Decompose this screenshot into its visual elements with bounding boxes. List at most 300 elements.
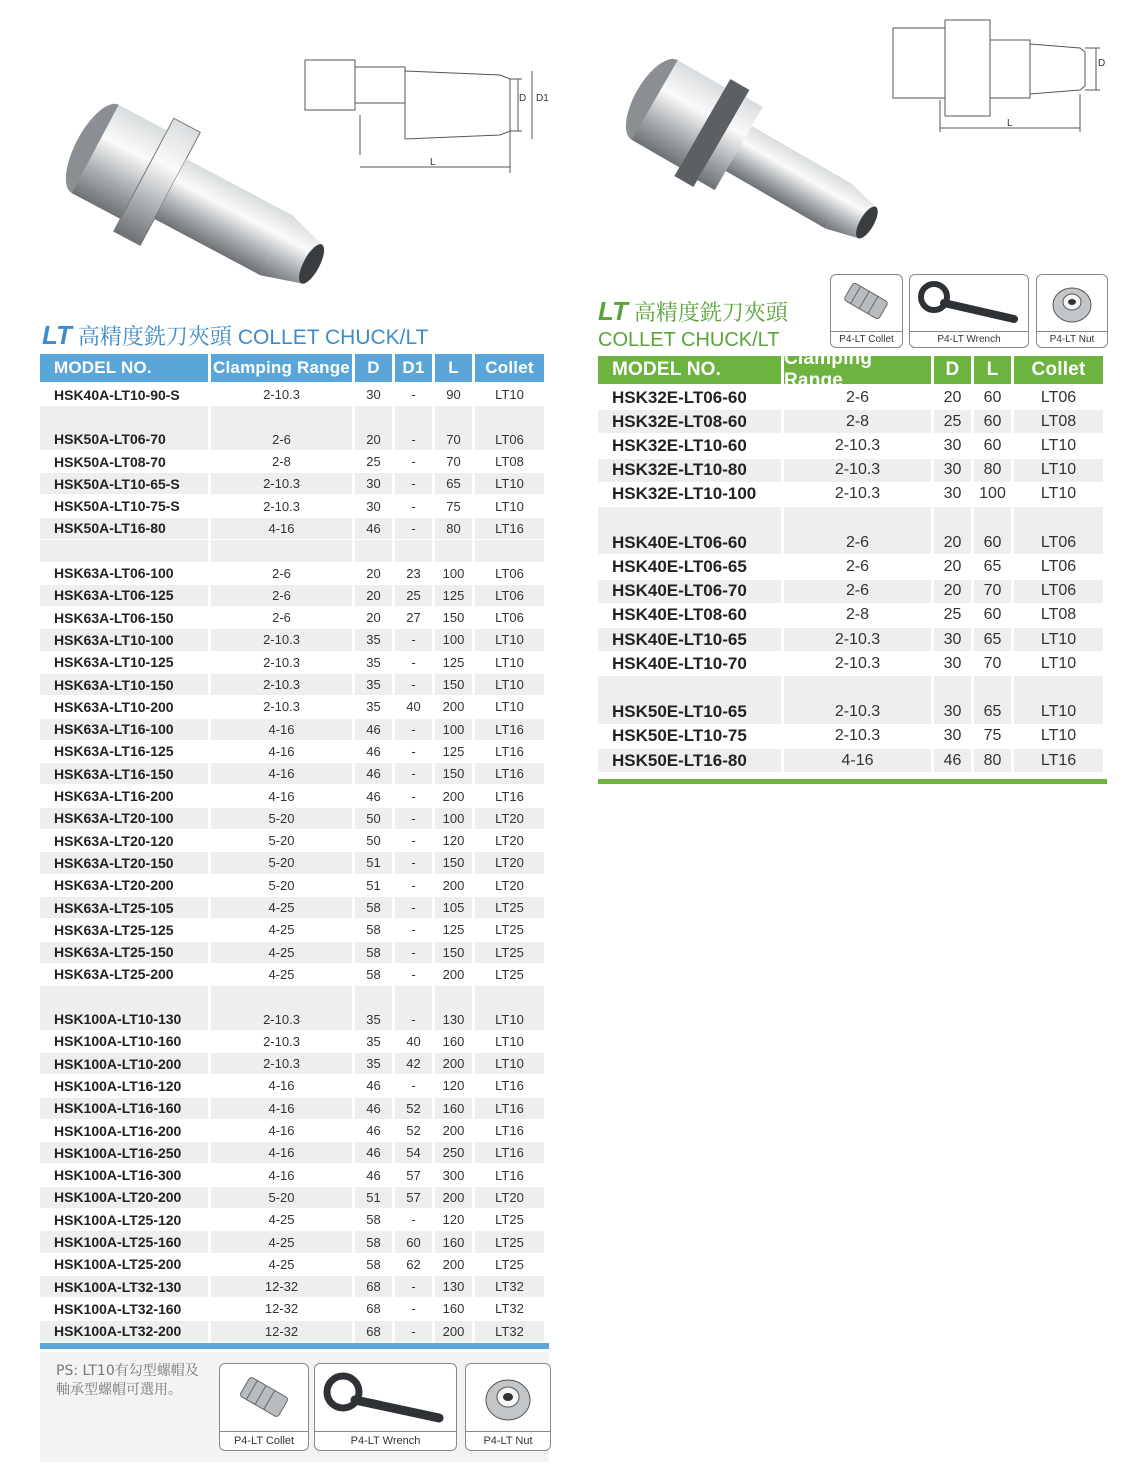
table-row [598, 604, 1103, 628]
table-cell: - [411, 877, 416, 893]
table-cell: 125 [435, 585, 472, 606]
table-cell: 58 [355, 1231, 392, 1252]
table-cell: 5-20 [211, 1187, 352, 1208]
table-row [40, 1276, 544, 1298]
table-cell: - [411, 1212, 416, 1228]
table-cell: - [395, 1321, 432, 1342]
table-cell: LT10 [475, 674, 544, 695]
title-english: COLLET CHUCK/LT [237, 326, 429, 349]
spacer-cell [598, 676, 781, 700]
table-cell: 46 [355, 1098, 392, 1119]
table-cell: 20 [366, 610, 381, 626]
table-cell: - [395, 1276, 432, 1297]
model-number-cell: HSK100A-LT10-130 [40, 1008, 208, 1029]
table-cell: LT10 [475, 1008, 544, 1029]
table-row [40, 897, 544, 919]
table-cell: LT25 [495, 922, 524, 938]
table-row [40, 473, 544, 495]
note-line-2: 軸承型螺帽可選用。 [56, 1382, 182, 1398]
table-cell: LT10 [475, 629, 544, 650]
table-cell: 58 [355, 897, 392, 918]
table-row [598, 531, 1103, 555]
table-cell: 100 [435, 719, 472, 740]
accessory-wrench-left [314, 1363, 457, 1451]
table-row [40, 1031, 544, 1053]
table-cell: 60 [983, 436, 1002, 454]
table-cell: 40 [406, 1033, 421, 1049]
table-cell: - [395, 674, 432, 695]
column-header: D [355, 354, 392, 382]
table-cell: 25 [943, 606, 962, 624]
table-cell: - [395, 942, 432, 963]
table-cell: 65 [974, 628, 1011, 651]
column-header: Clamping Range [784, 356, 931, 384]
model-number-cell: HSK63A-LT25-125 [54, 921, 174, 938]
model-number-cell: HSK100A-LT32-160 [54, 1300, 182, 1317]
table-cell: 2-6 [845, 557, 870, 575]
model-number-cell: HSK63A-LT16-125 [54, 743, 174, 760]
group-spacer-row [598, 507, 1103, 531]
model-number-cell: HSK63A-LT16-100 [40, 719, 208, 740]
table-cell: 120 [442, 1212, 465, 1228]
table-cell: LT20 [475, 808, 544, 829]
table-cell: 25 [395, 585, 432, 606]
table-cell: LT16 [475, 1142, 544, 1163]
drawing-label-d: D [1098, 58, 1106, 69]
spacer-cell [40, 986, 208, 1008]
table-cell: - [411, 498, 416, 514]
group-spacer-row [598, 676, 1103, 700]
table-cell: 100 [435, 808, 472, 829]
drawing-label-d1: D1 [536, 93, 549, 104]
table-cell: 57 [406, 1167, 421, 1183]
table-cell: 35 [366, 699, 381, 715]
table-cell: 2-8 [845, 606, 870, 624]
table-cell: 120 [442, 833, 465, 849]
table-cell: 2-6 [272, 565, 291, 581]
table-cell: LT16 [495, 1123, 524, 1139]
column-header: L [435, 354, 472, 382]
table-cell: LT20 [495, 833, 524, 849]
model-number-cell: HSK63A-LT20-100 [40, 808, 208, 829]
table-row [40, 1298, 544, 1320]
table-cell: 20 [355, 429, 392, 450]
table-cell: 51 [366, 877, 381, 893]
model-number-cell: HSK32E-LT10-100 [612, 484, 757, 504]
table-footer-bar-right [598, 779, 1107, 784]
table-cell: 30 [934, 701, 971, 724]
table-cell: 46 [355, 763, 392, 784]
table-cell: - [411, 454, 416, 470]
table-row [40, 1120, 544, 1142]
table-cell: 4-25 [211, 942, 352, 963]
table-cell: 2-6 [845, 388, 870, 406]
table-cell: LT10 [1040, 727, 1077, 745]
table-cell: 2-10.3 [784, 459, 931, 482]
table-cell: 80 [435, 518, 472, 539]
table-cell: 20 [934, 531, 971, 554]
table-cell: 2-10.3 [834, 485, 881, 503]
model-number-cell: HSK100A-LT16-200 [54, 1122, 182, 1139]
model-number-cell: HSK100A-LT16-160 [40, 1098, 208, 1119]
model-number-cell: HSK63A-LT20-200 [54, 877, 174, 894]
table-cell: 300 [442, 1167, 465, 1183]
table-cell: 58 [366, 966, 381, 982]
table-cell: 150 [435, 763, 472, 784]
table-row [40, 1165, 544, 1187]
table-cell: 46 [934, 749, 971, 772]
title-english: COLLET CHUCK/LT [598, 329, 780, 351]
nut-icon [466, 1364, 550, 1430]
table-row [40, 1187, 544, 1209]
accessory-label: P4-LT Nut [466, 1431, 550, 1450]
table-cell: 90 [446, 387, 461, 403]
spacer-cell [355, 986, 392, 1008]
model-number-cell: HSK100A-LT25-160 [40, 1231, 208, 1252]
table-cell: LT20 [495, 877, 524, 893]
table-cell: 2-10.3 [784, 628, 931, 651]
table-cell: LT16 [475, 719, 544, 740]
spacer-cell [475, 406, 544, 428]
table-row [40, 875, 544, 897]
table-row [598, 410, 1103, 434]
nut-icon [1037, 275, 1107, 329]
column-header: Clamping Range [211, 354, 352, 382]
table-cell: LT20 [475, 852, 544, 873]
model-number-cell: HSK32E-LT08-60 [598, 410, 781, 433]
table-cell: 105 [435, 897, 472, 918]
table-cell: 46 [366, 1167, 381, 1183]
section-title-left [42, 320, 428, 352]
model-number-cell: HSK50A-LT16-80 [40, 518, 208, 539]
model-number-cell: HSK32E-LT10-60 [612, 435, 747, 455]
accessory-label: P4-LT Wrench [315, 1431, 456, 1450]
table-cell: LT06 [1040, 388, 1077, 406]
table-row [40, 741, 544, 763]
group-spacer-row [40, 540, 544, 562]
model-number-cell: HSK50E-LT16-80 [598, 749, 781, 772]
spacer-cell [475, 540, 544, 562]
table-cell: 2-6 [211, 429, 352, 450]
table-cell: 12-32 [211, 1276, 352, 1297]
table-cell: 2-10.3 [211, 674, 352, 695]
table-cell: 150 [435, 852, 472, 873]
model-number-cell: HSK63A-LT10-150 [40, 674, 208, 695]
table-cell: 30 [366, 498, 381, 514]
table-row [40, 964, 544, 986]
table-cell: 20 [943, 388, 962, 406]
table-cell: 2-8 [272, 454, 291, 470]
title-chinese: 高精度銑刀夾頭 [77, 325, 232, 350]
column-header: D1 [395, 354, 432, 382]
table-cell: 46 [366, 1123, 381, 1139]
table-cell: 12-32 [211, 1321, 352, 1342]
table-cell: 250 [435, 1142, 472, 1163]
title-logo: LT [42, 320, 72, 350]
table-cell: 125 [442, 654, 465, 670]
table-cell: 68 [366, 1301, 381, 1317]
spacer-cell [395, 540, 432, 562]
table-cell: 40 [406, 699, 421, 715]
table-cell: 4-16 [268, 743, 295, 759]
table-row [40, 585, 544, 607]
accessory-collet-right [830, 274, 903, 348]
column-header: L [974, 356, 1011, 384]
table-cell: 75 [446, 498, 461, 514]
table-row [40, 1254, 544, 1276]
table-row [40, 808, 544, 830]
table-row [40, 1098, 544, 1120]
model-number-cell: HSK63A-LT16-150 [40, 763, 208, 784]
table-row [598, 749, 1103, 773]
table-row [598, 555, 1103, 579]
table-cell: LT08 [495, 454, 524, 470]
table-cell: 120 [442, 1078, 465, 1094]
table-cell: 2-10.3 [263, 387, 300, 403]
table-row [40, 1321, 544, 1343]
model-number-cell: HSK100A-LT25-200 [54, 1256, 182, 1273]
table-cell: 2-10.3 [211, 1053, 352, 1074]
accessory-wrench-right [909, 274, 1029, 348]
table-cell: 46 [366, 743, 381, 759]
model-number-cell: HSK63A-LT20-120 [54, 832, 174, 849]
table-cell: 58 [366, 1256, 381, 1272]
table-cell: - [411, 833, 416, 849]
table-cell: 65 [435, 473, 472, 494]
table-row [40, 763, 544, 785]
spacer-cell [1014, 507, 1103, 531]
table-row [598, 386, 1103, 410]
table-row [40, 830, 544, 852]
table-row [40, 496, 544, 518]
accessory-label: P4-LT Nut [1037, 331, 1107, 347]
column-header: MODEL NO. [598, 356, 781, 384]
table-cell: 60 [983, 606, 1002, 624]
model-number-cell: HSK100A-LT25-120 [54, 1211, 182, 1228]
table-header-right [598, 348, 1103, 391]
model-number-cell: HSK63A-LT25-150 [40, 942, 208, 963]
table-cell: 20 [934, 580, 971, 603]
table-cell: 30 [943, 654, 962, 672]
table-cell: LT10 [1014, 628, 1103, 651]
note-text [56, 1362, 199, 1400]
table-cell: 30 [366, 387, 381, 403]
table-cell: 35 [355, 1053, 392, 1074]
model-number-cell: HSK40E-LT06-70 [598, 580, 781, 603]
model-number-cell: HSK63A-LT10-100 [40, 629, 208, 650]
table-cell: - [395, 852, 432, 873]
table-cell: 4-25 [268, 966, 295, 982]
table-cell: 35 [355, 674, 392, 695]
table-cell: 60 [974, 410, 1011, 433]
model-number-cell: HSK40E-LT06-65 [612, 556, 747, 576]
table-cell: 70 [435, 429, 472, 450]
model-number-cell: HSK63A-LT20-150 [40, 852, 208, 873]
table-cell: 4-16 [211, 719, 352, 740]
table-cell: LT16 [495, 1078, 524, 1094]
table-row [598, 725, 1103, 749]
table-cell: 150 [442, 610, 465, 626]
table-cell: - [395, 719, 432, 740]
column-header: Collet [475, 354, 544, 382]
table-cell: - [411, 966, 416, 982]
table-cell: 65 [983, 557, 1002, 575]
table-cell: 200 [442, 788, 465, 804]
table-cell: LT10 [1040, 436, 1077, 454]
model-number-cell: HSK50E-LT10-65 [598, 701, 781, 724]
table-row [598, 580, 1103, 604]
model-number-cell: HSK50A-LT10-75-S [54, 498, 180, 515]
table-row [40, 1075, 544, 1097]
table-cell: 150 [435, 674, 472, 695]
table-cell: LT10 [1040, 485, 1077, 503]
table-cell: 2-10.3 [834, 436, 881, 454]
wrench-icon [910, 275, 1028, 329]
table-cell: 35 [366, 1033, 381, 1049]
model-number-cell: HSK63A-LT16-200 [54, 788, 174, 805]
table-cell: 200 [435, 1187, 472, 1208]
table-cell: 100 [442, 565, 465, 581]
table-cell: 58 [366, 922, 381, 938]
table-cell: 2-10.3 [211, 473, 352, 494]
table-row [40, 852, 544, 874]
section-title-right [598, 298, 788, 353]
accessory-label: P4-LT Collet [220, 1431, 308, 1450]
table-cell: 4-25 [211, 1231, 352, 1252]
model-number-cell: HSK100A-LT32-200 [40, 1321, 208, 1342]
table-cell: 35 [366, 654, 381, 670]
table-cell: - [395, 518, 432, 539]
table-cell: 4-16 [268, 1167, 295, 1183]
table-cell: LT32 [495, 1301, 524, 1317]
table-row [598, 652, 1103, 676]
table-cell: 30 [943, 727, 962, 745]
table-cell: 51 [355, 1187, 392, 1208]
table-cell: 4-16 [211, 1098, 352, 1119]
table-cell: 2-10.3 [834, 654, 881, 672]
table-row [40, 1142, 544, 1164]
table-cell: - [411, 387, 416, 403]
accessory-label: P4-LT Wrench [910, 331, 1028, 347]
spacer-cell [598, 507, 781, 531]
table-cell: 46 [355, 719, 392, 740]
table-cell: LT10 [495, 1033, 524, 1049]
table-cell: 160 [442, 1301, 465, 1317]
model-number-cell: HSK100A-LT16-120 [54, 1077, 182, 1094]
table-row [598, 701, 1103, 725]
table-row [40, 719, 544, 741]
table-cell: 200 [442, 877, 465, 893]
table-cell: LT10 [1040, 654, 1077, 672]
table-cell: 2-8 [784, 410, 931, 433]
table-cell: LT10 [495, 654, 524, 670]
table-cell: 4-25 [268, 1212, 295, 1228]
group-spacer-row [40, 986, 544, 1008]
spacer-cell [475, 986, 544, 1008]
accessory-nut-right [1036, 274, 1108, 348]
table-cell: LT06 [475, 429, 544, 450]
model-number-cell: HSK100A-LT16-250 [40, 1142, 208, 1163]
table-cell: 35 [355, 629, 392, 650]
table-cell: 4-25 [268, 1256, 295, 1272]
model-number-cell: HSK50A-LT06-70 [40, 429, 208, 450]
table-cell: 30 [943, 436, 962, 454]
spacer-cell [784, 507, 931, 531]
table-cell: 62 [406, 1256, 421, 1272]
table-cell: 30 [943, 485, 962, 503]
model-number-cell: HSK40E-LT10-65 [598, 628, 781, 651]
table-cell: 52 [395, 1098, 432, 1119]
table-cell: 60 [974, 531, 1011, 554]
collet-icon [220, 1364, 308, 1430]
table-cell: 4-16 [211, 518, 352, 539]
model-number-cell: HSK32E-LT10-80 [598, 459, 781, 482]
spacer-cell [435, 986, 472, 1008]
table-cell: 4-25 [211, 897, 352, 918]
table-cell: 54 [395, 1142, 432, 1163]
table-cell: - [395, 429, 432, 450]
model-number-cell: HSK40E-LT10-70 [612, 653, 747, 673]
model-number-cell: HSK63A-LT06-100 [54, 565, 174, 582]
model-number-cell: HSK100A-LT10-200 [40, 1053, 208, 1074]
table-cell: 200 [442, 1256, 465, 1272]
table-cell: LT25 [495, 1256, 524, 1272]
table-cell: - [395, 629, 432, 650]
table-cell: - [411, 1301, 416, 1317]
model-number-cell: HSK63A-LT06-150 [54, 609, 174, 626]
table-cell: LT16 [475, 763, 544, 784]
drawing-label-l: L [1007, 118, 1013, 129]
table-cell: 27 [406, 610, 421, 626]
table-cell: 5-20 [268, 833, 295, 849]
spacer-cell [355, 406, 392, 428]
spacer-cell [395, 406, 432, 428]
model-number-cell: HSK40E-LT08-60 [612, 605, 747, 625]
table-cell: 125 [442, 922, 465, 938]
table-cell: LT16 [1014, 749, 1103, 772]
table-cell: LT06 [1014, 531, 1103, 554]
group-spacer-row [40, 406, 544, 428]
table-cell: 30 [355, 473, 392, 494]
table-cell: 160 [435, 1231, 472, 1252]
table-row [40, 518, 544, 540]
table-cell: 2-10.3 [834, 727, 881, 745]
table-cell: 4-16 [268, 1123, 295, 1139]
table-cell: 50 [355, 808, 392, 829]
drawing-label-d: D [519, 93, 527, 104]
accessory-label: P4-LT Collet [831, 331, 902, 347]
table-cell: LT06 [495, 610, 524, 626]
table-cell: - [395, 897, 432, 918]
table-cell: LT16 [475, 518, 544, 539]
table-row [40, 1053, 544, 1075]
table-row [40, 942, 544, 964]
table-cell: LT10 [495, 699, 524, 715]
model-number-cell: HSK100A-LT16-300 [54, 1167, 182, 1184]
column-header: MODEL NO. [40, 354, 208, 382]
table-footer-bar-left [40, 1343, 549, 1349]
spacer-cell [211, 540, 352, 562]
table-cell: 4-16 [784, 749, 931, 772]
table-cell: 58 [366, 1212, 381, 1228]
spacer-cell [435, 540, 472, 562]
model-number-cell: HSK50A-LT08-70 [54, 453, 166, 470]
drawing-label-l: L [430, 157, 436, 168]
table-cell: LT25 [495, 966, 524, 982]
column-header: D [934, 356, 971, 384]
table-row [40, 607, 544, 629]
table-cell: LT08 [1040, 606, 1077, 624]
